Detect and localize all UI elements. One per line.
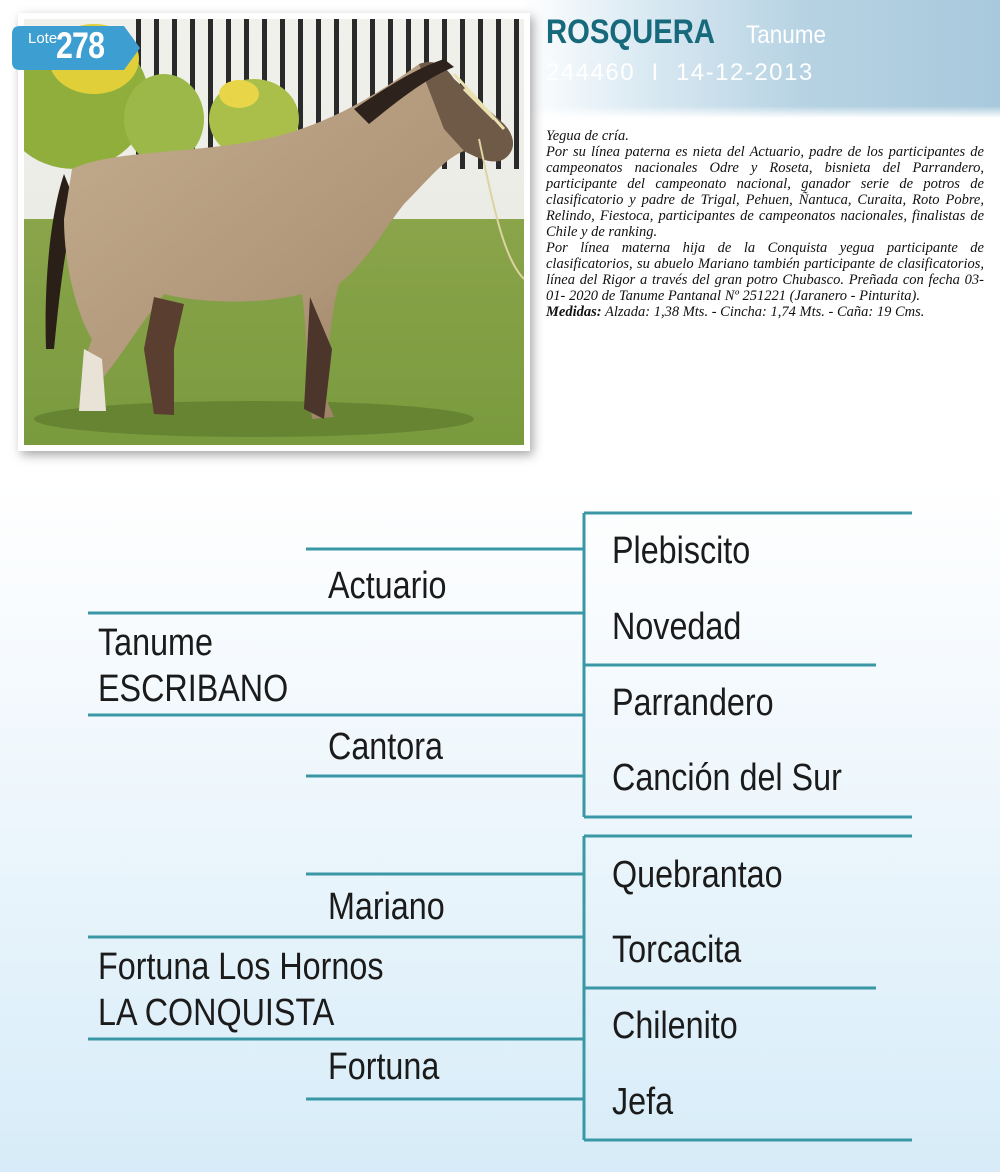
lot-label: Lote — [28, 30, 58, 47]
lot-number: 278 — [56, 25, 105, 66]
pedigree-sire-line1: Tanume — [98, 622, 213, 664]
registration-line — [546, 58, 814, 88]
pedigree-dam-line2: LA CONQUISTA — [98, 992, 335, 1034]
birth-date: 14-12-2013 — [675, 59, 814, 86]
pedigree-sire-line2: ESCRIBANO — [98, 668, 289, 710]
measures-label: Medidas: — [546, 304, 602, 320]
horse-photo — [24, 19, 524, 445]
pedigree-dam-line1: Fortuna Los Hornos — [98, 946, 384, 988]
pedigree-sire-sire-dam: Novedad — [612, 606, 742, 648]
description-block — [546, 128, 984, 320]
measures-text: Alzada: 1,38 Mts. - Cincha: 1,74 Mts. - Caña: 19 Cms. — [604, 304, 925, 320]
pedigree-sire-dam: Cantora — [328, 726, 443, 768]
horse-photo-frame — [18, 13, 530, 451]
pedigree-dam-dam-dam: Jefa — [612, 1081, 674, 1123]
pedigree-dam-sire-dam: Torcacita — [612, 929, 742, 971]
pedigree-sire-dam-sire: Parrandero — [612, 682, 774, 724]
pedigree-connectors — [88, 513, 912, 1140]
pedigree-dam-sire-sire: Quebrantao — [612, 854, 783, 896]
separator: I — [651, 59, 660, 86]
horse-breeder: Tanume — [746, 21, 827, 49]
description-type: Yegua de cría. — [546, 128, 629, 144]
description-paternal: Por su línea paterna es nieta del Actuario, padre de los participantes de campeonatos nacionales Odre y Roseta, bisnieta del Parrandero, participante del campeonato nacional, ganador serie de potros de clasificatorio y padre de Trigal, Pehuen, Ñantuca, Curaita, Roto Pobre, Relindo, Fiestoca, participantes de campeonatos nacionales, finalistas de Chile y de ranking. — [546, 144, 984, 240]
registration-number: 244460 — [546, 59, 636, 86]
pedigree-sire-sire-sire: Plebiscito — [612, 530, 751, 572]
pedigree-dam-dam-sire: Chilenito — [612, 1005, 738, 1047]
pedigree-sire-dam-dam: Canción del Sur — [612, 757, 842, 799]
horse-name: ROSQUERA — [546, 13, 715, 51]
pedigree-dam-dam: Fortuna — [328, 1046, 440, 1088]
pedigree-dam-sire: Mariano — [328, 886, 445, 928]
description-measures — [546, 304, 984, 320]
description-maternal: Por línea materna hija de la Conquista yegua participante de clasificatorios, su abuelo Mariano también participante de clasificatorios, línea del Rigor a través del gran potro Chubasco. Preñada con fecha 03-01- 2020 de Tanume Pantanal Nº 251221 (Jaranero - Pinturita). — [546, 240, 984, 304]
pedigree-sire-sire: Actuario — [328, 565, 447, 607]
